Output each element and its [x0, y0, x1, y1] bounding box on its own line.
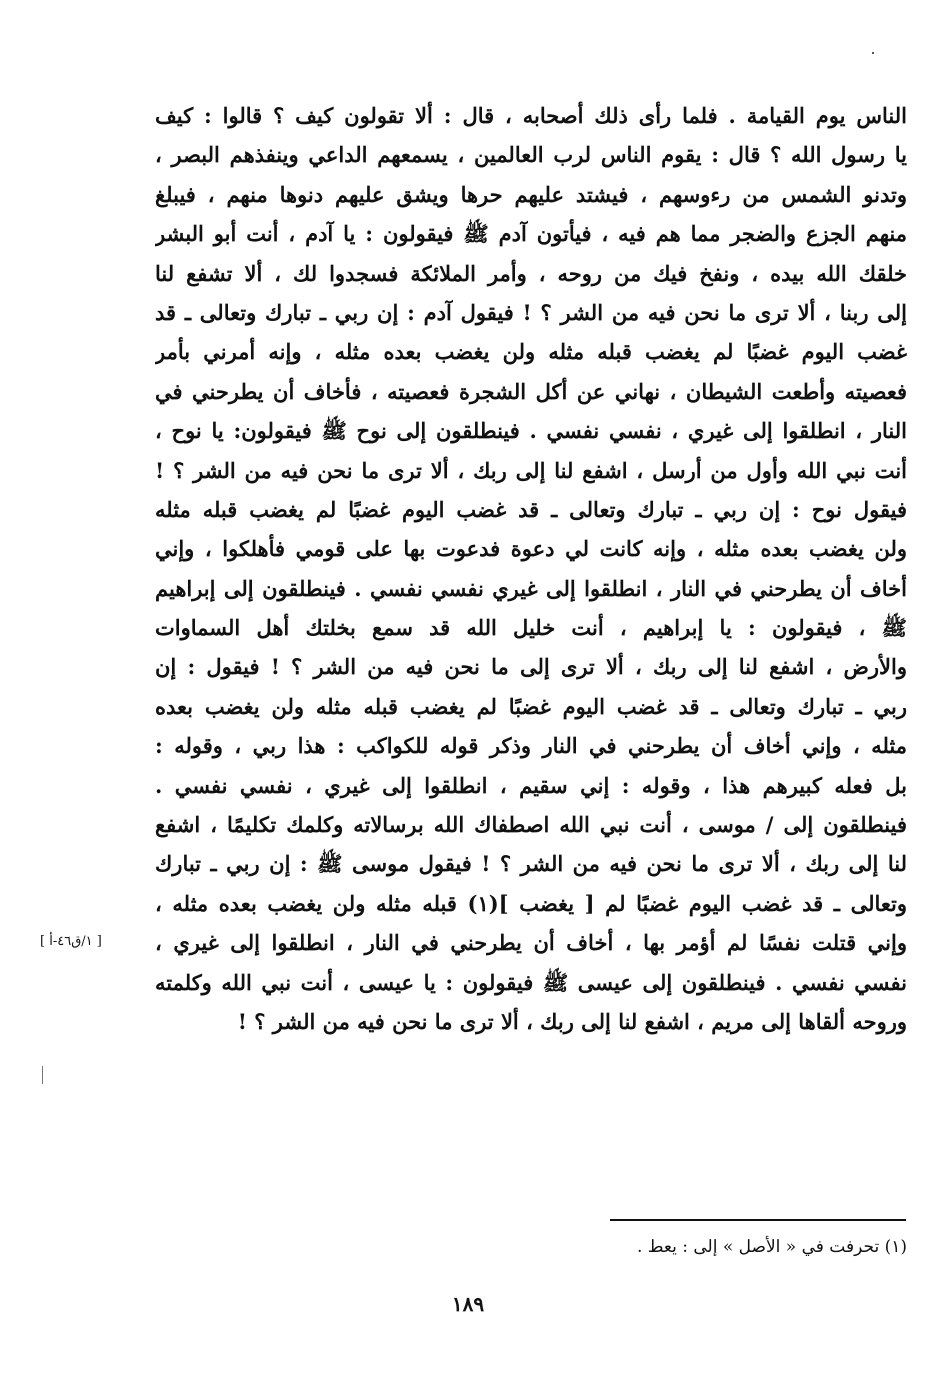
page-number: ١٨٩ [451, 1292, 485, 1316]
text-line: وروحه ألقاها إلى مريم ، اشفع لنا إلى ربك ، ألا ترى ما نحن فيه من الشر ؟ ! [237, 1008, 907, 1034]
text-line: إلى ربنا ، ألا ترى ما نحن فيه من الشر ؟ ! فيقول آدم : إن ربي ـ تبارك وتعالى ـ قد [155, 299, 907, 325]
text-line: ﷺ ، فيقولون : يا إبراهيم ، أنت خليل الله قد سمع بخلتك أهل السماوات [155, 615, 907, 641]
text-line: بل فعله كبيرهم هذا ، وقوله : إني سقيم ، انطلقوا إلى غيري ، نفسي نفسي . [155, 772, 907, 798]
text-line: لنا إلى ربك ، ألا ترى ما نحن فيه من الشر ؟ ! فيقول موسى ﷺ : إن ربي ـ تبارك [155, 851, 907, 877]
manuscript-folio-note: [ ١/ق٤٦-أ ] [40, 934, 102, 949]
text-line: غضب اليوم غضبًا لم يغضب قبله مثله ولن يغضب بعده مثله ، وإنه أمرني بأمر [155, 339, 907, 365]
text-line: يا رسول الله ؟ قال : يقوم الناس لرب العالمين ، يسمعهم الداعي وينفذهم البصر ، [155, 142, 907, 168]
text-line: والأرض ، اشفع لنا إلى ربك ، ألا ترى إلى ما نحن فيه من الشر ؟ ! فيقول : إن [155, 654, 907, 680]
footnote-divider [610, 1219, 906, 1221]
scan-mark [872, 52, 874, 54]
text-line: أخاف أن يطرحني في النار ، انطلقوا إلى غيري نفسي نفسي . فينطلقون إلى إبراهيم [155, 575, 907, 601]
text-line: الناس يوم القيامة . فلما رأى ذلك أصحابه ، قال : ألا تقولون كيف ؟ قالوا : كيف [155, 103, 907, 128]
text-line: وتدنو الشمس من رءوسهم ، فيشتد عليهم حرها ويشق عليهم دنوها منهم ، فيبلغ [155, 181, 907, 207]
footnote: (١) تحرفت في « الأصل » إلى : يعط . [636, 1237, 907, 1257]
scan-mark [42, 1066, 43, 1084]
text-line: فيقول نوح : إن ربي ـ تبارك وتعالى ـ قد غضب اليوم غضبًا لم يغضب قبله مثله [155, 496, 907, 522]
text-line: ولن يغضب بعده مثله ، وإنه كانت لي دعوة فدعوت بها على قومي فأهلكوا ، وإني [155, 536, 907, 562]
main-text-block [155, 96, 907, 1041]
text-line: مثله ، وإني أخاف أن يطرحني في النار وذكر قوله للكواكب : هذا ربي ، وقوله : [155, 733, 907, 759]
text-line: فينطلقون إلى / موسى ، أنت نبي الله اصطفاك الله برسالاته وكلمك تكليمًا ، اشفع [155, 812, 907, 838]
text-line: خلقك الله بيده ، ونفخ فيك من روحه ، وأمر الملائكة فسجدوا لك ، ألا تشفع لنا [155, 260, 907, 286]
text-line: فعصيته وأطعت الشيطان ، نهاني عن أكل الشجرة فعصيته ، فأخاف أن يطرحني في [155, 378, 907, 404]
text-line: منهم الجزع والضجر مما هم فيه ، فيأتون آدم ﷺ فيقولون : يا آدم ، أنت أبو البشر [155, 221, 907, 247]
text-line: النار ، انطلقوا إلى غيري ، نفسي نفسي . فينطلقون إلى نوح ﷺ فيقولون: يا نوح ، [155, 418, 907, 444]
text-line: وتعالى ـ قد غضب اليوم غضبًا لم [ يغضب ](١) قبله مثله ولن يغضب بعده مثله ، [155, 890, 907, 916]
text-line: نفسي نفسي . فينطلقون إلى عيسى ﷺ فيقولون : يا عيسى ، أنت نبي الله وكلمته [155, 969, 907, 995]
text-line: وإني قتلت نفسًا لم أؤمر بها ، أخاف أن يطرحني في النار ، انطلقوا إلى غيري ، [155, 930, 907, 956]
text-line: أنت نبي الله وأول من أرسل ، اشفع لنا إلى ربك ، ألا ترى ما نحن فيه من الشر ؟ ! [155, 457, 907, 483]
text-line: ربي ـ تبارك وتعالى ـ قد غضب اليوم غضبًا لم يغضب قبله مثله ولن يغضب بعده [155, 693, 907, 719]
